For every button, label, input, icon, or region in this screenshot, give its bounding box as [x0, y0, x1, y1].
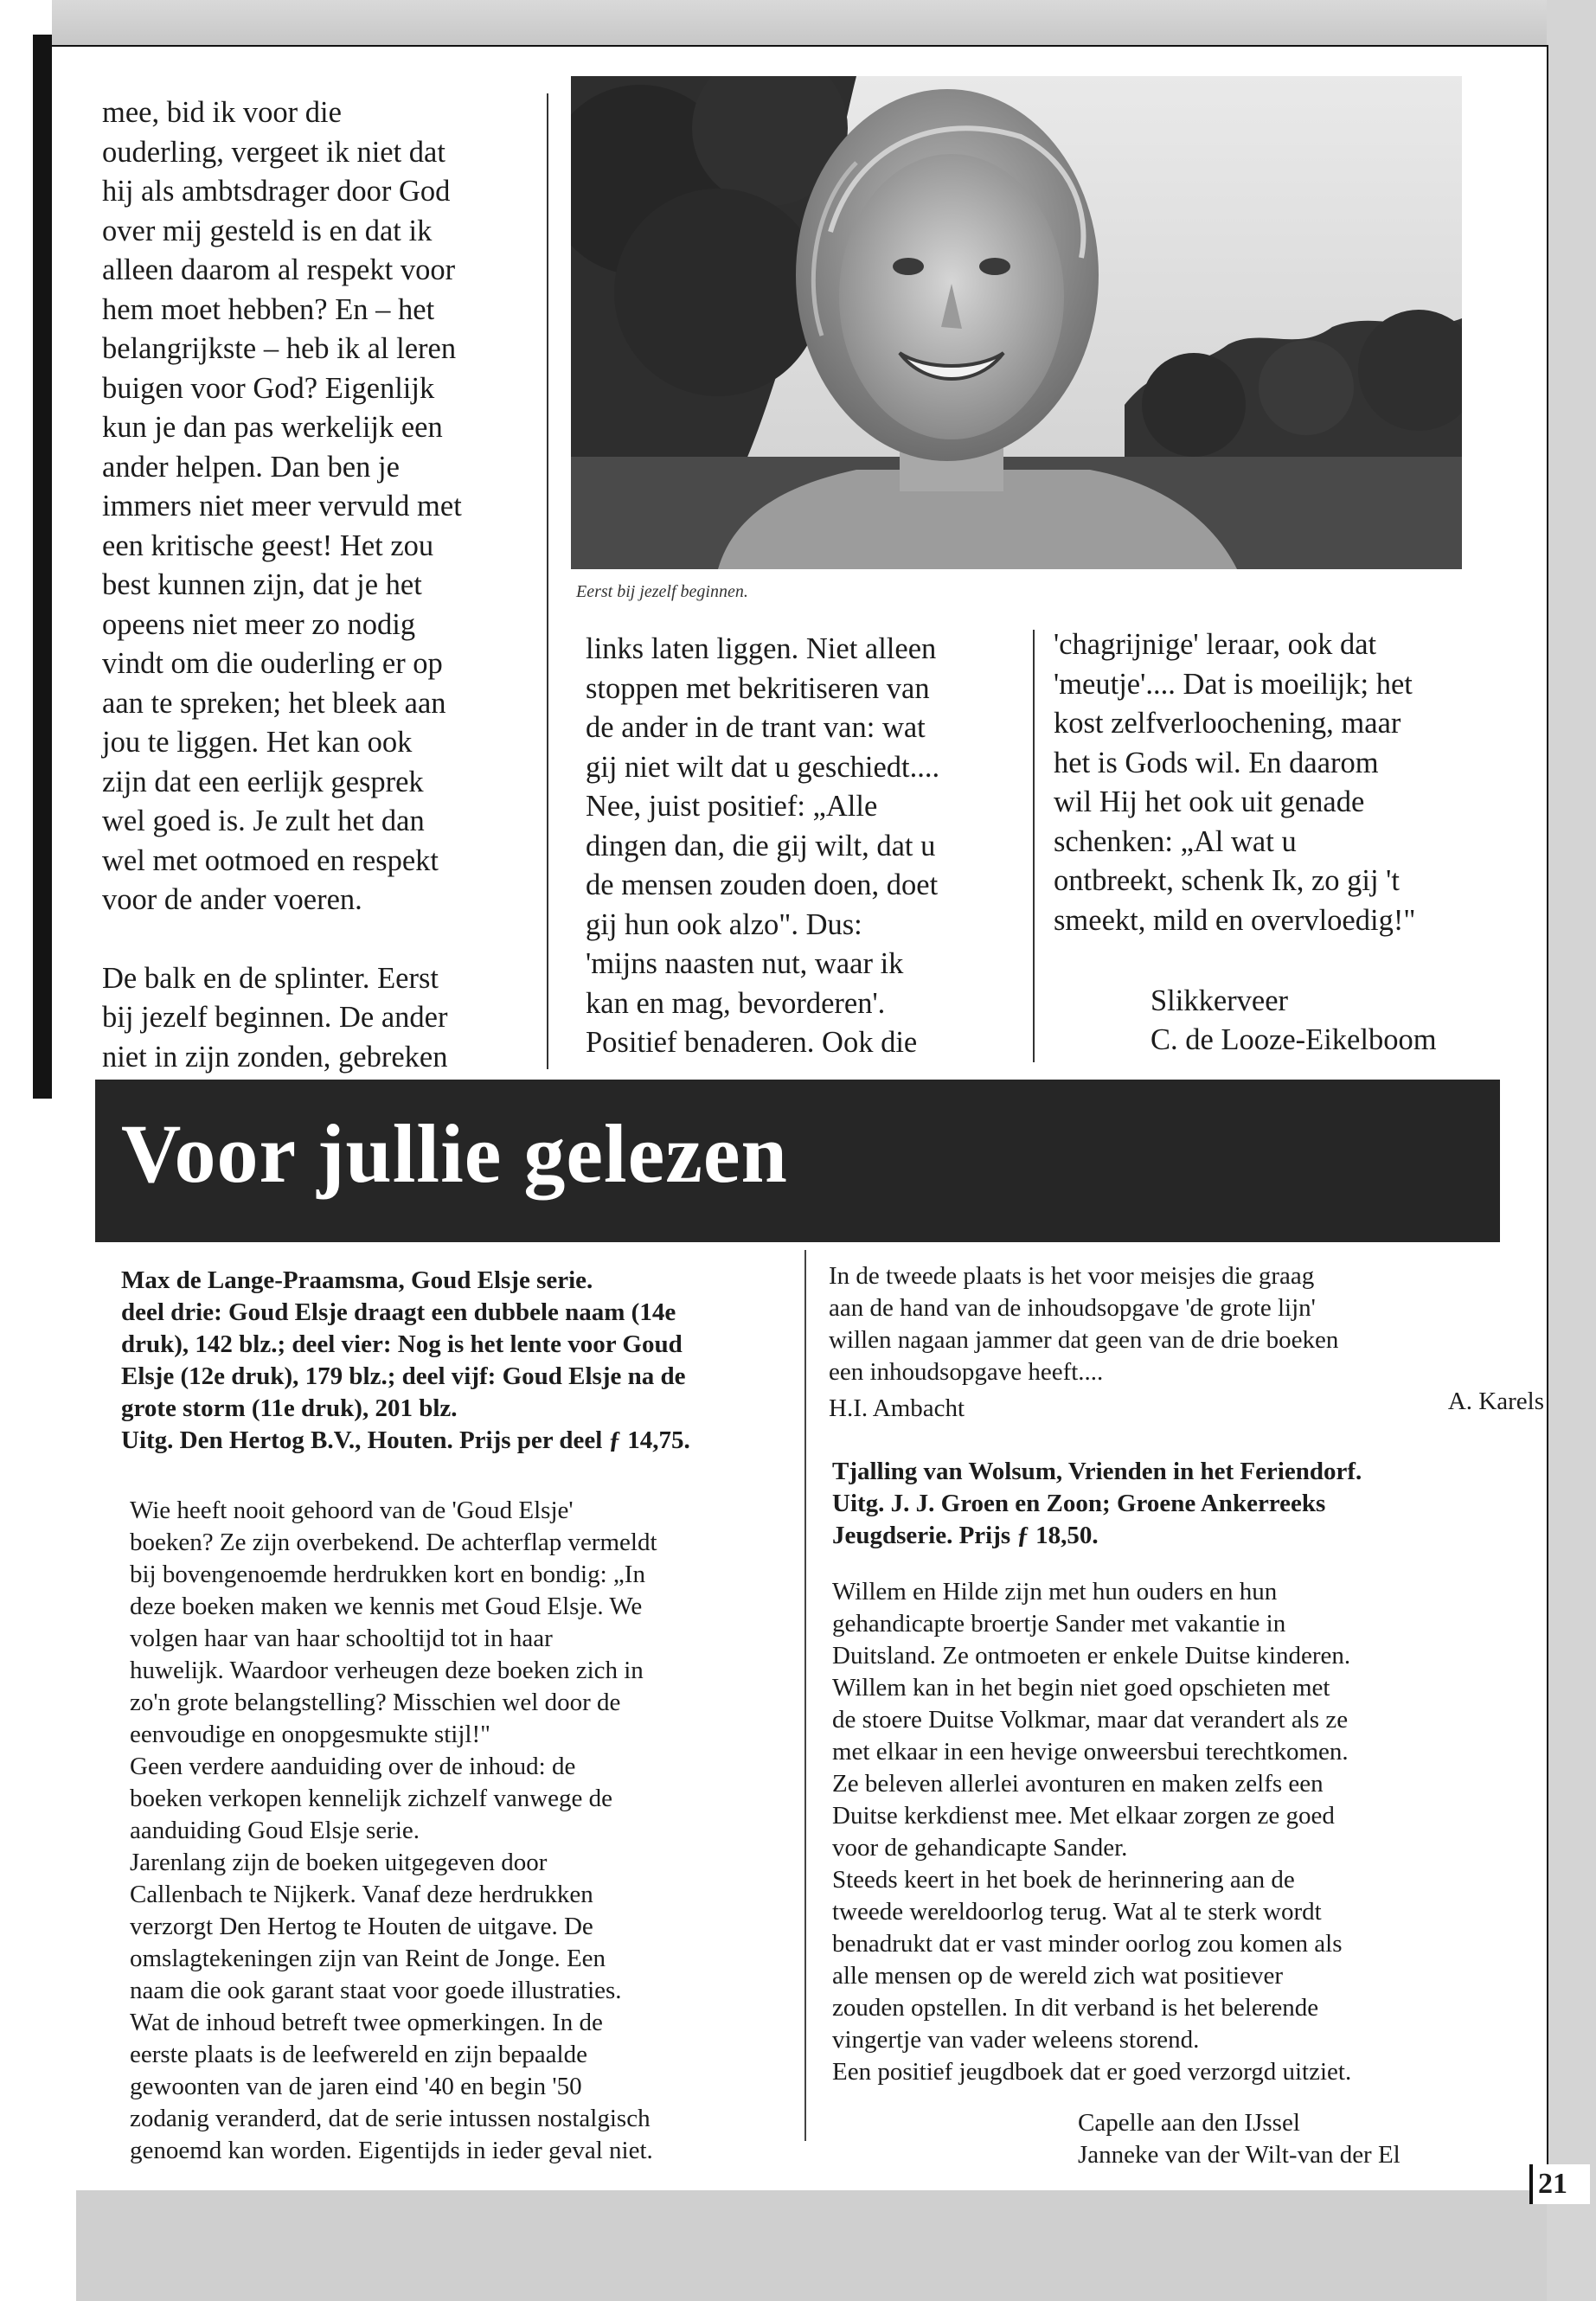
text-line: belangrijkste – heb ik al leren — [102, 332, 457, 365]
text-line: In de tweede plaats is het voor meisjes die graag — [829, 1262, 1315, 1290]
page-number: 21 — [1529, 2164, 1590, 2204]
review-1-place: H.I. Ambacht — [829, 1394, 965, 1422]
text-line: de stoere Duitse Volkmar, maar dat verandert als ze — [832, 1706, 1349, 1734]
article-column-2 — [586, 630, 1018, 1063]
text-line: genoemd kan worden. Eigentijds in ieder geval niet. — [130, 2137, 653, 2164]
review-2-heading — [832, 1456, 1490, 1552]
column-divider — [1033, 630, 1035, 1062]
review-2-author: Janneke van der Wilt-van der El — [1078, 2141, 1401, 2169]
text-line: links laten liggen. Niet alleen — [586, 632, 937, 665]
text-line: voor de gehandicapte Sander. — [832, 1834, 1128, 1862]
scan-binding-edge — [33, 35, 52, 1099]
text-line: hij als ambtsdrager door God — [102, 175, 451, 208]
text-line: smeekt, mild en overvloedig!" — [1054, 903, 1416, 937]
text-line: Geen verdere aanduiding over de inhoud: de — [130, 1753, 576, 1780]
text-line: Positief benaderen. Ook die — [586, 1026, 918, 1059]
scan-margin-right — [1547, 0, 1596, 2301]
review-2-place: Capelle aan den IJssel — [1078, 2109, 1300, 2137]
article-column-1 — [102, 93, 528, 1077]
text-line: vingertje van vader weleens storend. — [832, 2026, 1200, 2054]
text-line: deze boeken maken we kennis met Goud Elsje. We — [130, 1593, 643, 1620]
scan-margin-top — [52, 0, 1596, 48]
text-line: Callenbach te Nijkerk. Vanaf deze herdrukken — [130, 1881, 593, 1908]
text-line: Nee, juist positief: „Alle — [586, 790, 878, 823]
text-line: 'mijns naasten nut, waar ik — [586, 947, 904, 980]
text-line: best kunnen zijn, dat je het — [102, 568, 422, 601]
text-line: niet in zijn zonden, gebreken — [102, 1040, 448, 1074]
article-photo — [571, 76, 1462, 569]
photo-girl-smiling — [571, 76, 1462, 569]
text-line: Wie heeft nooit gehoord van de 'Goud Elsje' — [130, 1497, 574, 1524]
review-heading-line: Uitg. J. J. Groen en Zoon; Groene Ankerreeks — [832, 1490, 1326, 1517]
text-line: ouderling, vergeet ik niet dat — [102, 135, 445, 169]
text-line: boeken? Ze zijn overbekend. De achterflap vermeldt — [130, 1529, 657, 1556]
text-line: hem moet hebben? En – het — [102, 292, 435, 326]
text-line: dingen dan, die gij wilt, dat u — [586, 829, 936, 862]
text-line: kan en mag, bevorderen'. — [586, 986, 886, 1020]
text-line: kun je dan pas werkelijk een — [102, 411, 443, 444]
scan-margin-left — [0, 0, 33, 2301]
review-heading-line: grote storm (11e druk), 201 blz. — [121, 1394, 458, 1422]
photo-caption: Eerst bij jezelf beginnen. — [576, 582, 748, 601]
text-line: Een positief jeugdboek dat er goed verzorgd uitziet. — [832, 2058, 1352, 2086]
text-line: wel met ootmoed en respekt — [102, 843, 439, 877]
article-column-3 — [1054, 625, 1486, 940]
text-line: buigen voor God? Eigenlijk — [102, 371, 435, 405]
review-1-author: A. Karels — [1447, 1388, 1544, 1415]
text-line: een kritische geest! Het zou — [102, 529, 434, 562]
text-line: aanduiding Goud Elsje serie. — [130, 1817, 420, 1844]
text-line: het is Gods wil. En daarom — [1054, 746, 1379, 779]
review-heading-line: Elsje (12e druk), 179 blz.; deel vijf: Goud Elsje na de — [121, 1362, 686, 1390]
review-heading-line: Uitg. Den Hertog B.V., Houten. Prijs per deel ƒ 14,75. — [121, 1426, 690, 1454]
review-heading-line: Tjalling van Wolsum, Vrienden in het Feriendorf. — [832, 1458, 1362, 1485]
text-line: alle mensen op de wereld zich wat positiever — [832, 1962, 1283, 1990]
text-line: de mensen zouden doen, doet — [586, 868, 939, 901]
review-1-heading — [121, 1265, 796, 1457]
text-line: immers niet meer vervuld met — [102, 490, 462, 522]
text-line: boeken verkopen kennelijk zichzelf vanwege de — [130, 1785, 612, 1812]
text-line: Steeds keert in het boek de herinnering aan de — [832, 1866, 1295, 1894]
text-line: ontbreekt, schenk Ik, zo gij 't — [1054, 864, 1400, 897]
text-line: ander helpen. Dan ben je — [102, 450, 400, 484]
text-line: over mij gesteld is en dat ik — [102, 214, 433, 247]
review-heading-line: deel drie: Goud Elsje draagt een dubbele naam (14e — [121, 1298, 676, 1326]
text-line: met elkaar in een hevige onweersbui terechtkomen. — [832, 1738, 1349, 1766]
scan-margin-bottom — [76, 2189, 1547, 2301]
text-line: zo'n grote belangstelling? Misschien wel door de — [130, 1689, 621, 1716]
text-line: alleen daarom al respekt voor — [102, 253, 456, 286]
text-line: gehandicapte broertje Sander met vakantie in — [832, 1610, 1286, 1638]
text-line: mee, bid ik voor die — [102, 96, 342, 129]
text-line: Duitsland. Ze ontmoeten er enkele Duitse kinderen. — [832, 1642, 1351, 1670]
paragraph-gap — [102, 920, 528, 959]
review-1-continued — [829, 1260, 1486, 1388]
text-line: stoppen met bekritiseren van — [586, 671, 930, 705]
text-line: 'meutje'.... Dat is moeilijk; het — [1054, 667, 1413, 701]
text-line: schenken: „Al wat u — [1054, 824, 1297, 858]
article-signature-place: Slikkerveer — [1151, 984, 1289, 1017]
text-line: wil Hij het ook uit genade — [1054, 785, 1365, 818]
review-1-body — [130, 1495, 796, 2167]
text-line: naam die ook garant staat voor goede illustraties. — [130, 1977, 622, 2004]
text-line: willen nagaan jammer dat geen van de drie boeken — [829, 1326, 1339, 1354]
text-line: kost zelfverloochening, maar — [1054, 707, 1401, 740]
text-line: eenvoudige en onopgesmukte stijl!" — [130, 1721, 490, 1748]
text-line: aan te spreken; het bleek aan — [102, 686, 446, 720]
text-line: bij bovengenoemde herdrukken kort en bondig: „In — [130, 1561, 645, 1588]
review-heading-line: Jeugdserie. Prijs ƒ 18,50. — [832, 1522, 1099, 1549]
text-line: bij jezelf beginnen. De ander — [102, 1001, 448, 1034]
column-divider — [547, 93, 548, 1069]
text-line: wel goed is. Je zult het dan — [102, 804, 425, 837]
text-line: Willem en Hilde zijn met hun ouders en hun — [832, 1578, 1278, 1606]
text-line: Duitse kerkdienst mee. Met elkaar zorgen ze goed — [832, 1802, 1335, 1830]
text-line: zouden opstellen. In dit verband is het belerende — [832, 1994, 1319, 2022]
text-line: gij niet wilt dat u geschiedt.... — [586, 750, 940, 784]
text-line: 'chagrijnige' leraar, ook dat — [1054, 628, 1377, 661]
text-line: jou te liggen. Het kan ook — [102, 726, 413, 759]
text-line: benadrukt dat er vast minder oorlog zou komen als — [832, 1930, 1343, 1958]
section-banner — [95, 1080, 1500, 1242]
text-line: zijn dat een eerlijk gesprek — [102, 765, 424, 798]
text-line: voor de ander voeren. — [102, 883, 362, 916]
text-line: Jarenlang zijn de boeken uitgegeven door — [130, 1849, 548, 1876]
text-line: verzorgt Den Hertog te Houten de uitgave. De — [130, 1913, 593, 1940]
text-line: aan de hand van de inhoudsopgave 'de grote lijn' — [829, 1294, 1316, 1322]
text-line: Wat de inhoud betreft twee opmerkingen. In de — [130, 2009, 603, 2036]
review-heading-line: Max de Lange-Praamsma, Goud Elsje serie. — [121, 1266, 593, 1294]
text-line: Ze beleven allerlei avonturen en maken zelfs een — [832, 1770, 1324, 1798]
text-line: tweede wereldoorlog terug. Wat al te sterk wordt — [832, 1898, 1322, 1926]
text-line: eerste plaats is de leefwereld en zijn bepaalde — [130, 2041, 587, 2068]
text-line: vindt om die ouderling er op — [102, 647, 443, 680]
text-line: huwelijk. Waardoor verheugen deze boeken zich in — [130, 1657, 644, 1684]
text-line: opeens niet meer zo nodig — [102, 607, 416, 641]
review-2-body — [832, 1576, 1498, 2088]
text-line: omslagtekeningen zijn van Reint de Jonge. Een — [130, 1945, 606, 1972]
article-signature-author: C. de Looze-Eikelboom — [1151, 1023, 1437, 1056]
review-heading-line: druk), 142 blz.; deel vier: Nog is het lente voor Goud — [121, 1330, 683, 1358]
text-line: volgen haar van haar schooltijd tot in haar — [130, 1625, 553, 1652]
text-line: gij hun ook alzo". Dus: — [586, 907, 862, 941]
text-line: De balk en de splinter. Eerst — [102, 961, 439, 995]
review-divider — [804, 1250, 806, 2141]
text-line: gewoonten van de jaren eind '40 en begin '50 — [130, 2073, 582, 2100]
text-line: een inhoudsopgave heeft.... — [829, 1358, 1104, 1386]
section-title: Voor jullie gelezen — [121, 1107, 788, 1200]
text-line: de ander in de trant van: wat — [586, 711, 926, 744]
text-line: zodanig veranderd, dat de serie intussen nostalgisch — [130, 2105, 651, 2132]
text-line: Willem kan in het begin niet goed opschieten met — [832, 1674, 1330, 1702]
